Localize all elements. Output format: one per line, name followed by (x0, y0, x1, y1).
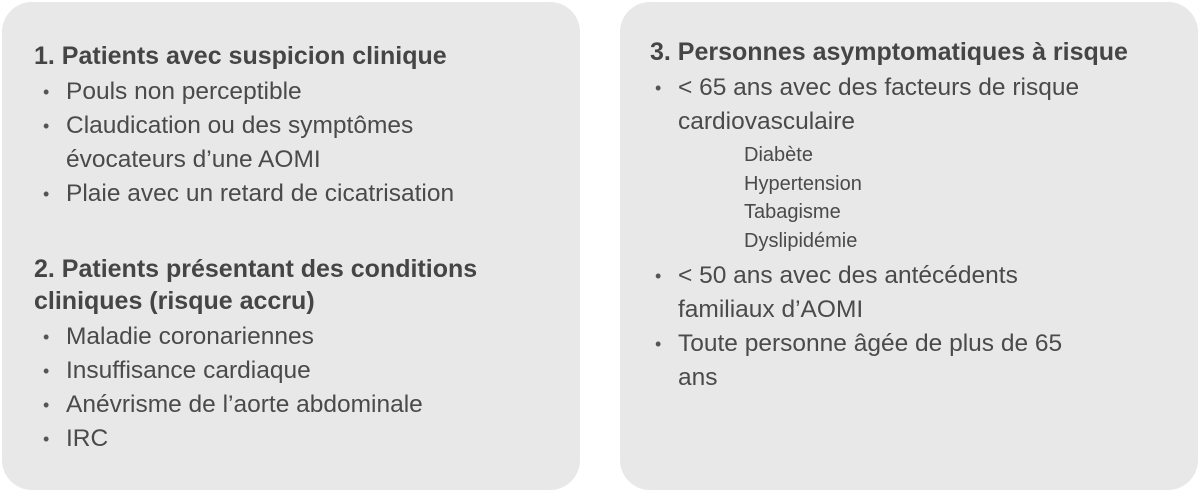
list-item (650, 259, 1098, 327)
list-item (38, 388, 558, 422)
sub-list-item: Diabète (744, 144, 813, 166)
bullet-icon: • (43, 184, 50, 204)
bullet-icon: • (655, 266, 662, 286)
list-item-text: < 65 ans avec des facteurs de risque cardiovasculaire (678, 74, 1080, 135)
list-item (38, 320, 558, 354)
list-item (38, 109, 506, 177)
list-item-text: IRC (66, 425, 109, 452)
list-item-text: Maladie coronariennes (66, 323, 314, 350)
list-item (650, 327, 1068, 395)
section-2-list (38, 320, 558, 456)
risk-factor-sublist (678, 141, 1160, 255)
list-item (38, 177, 558, 211)
bullet-icon: • (43, 116, 50, 136)
list-item-text: Claudication ou des symptômes évocateurs d’une AOMI (66, 112, 414, 173)
bullet-icon: • (43, 395, 50, 415)
right-card (620, 2, 1198, 490)
bullet-icon: • (43, 429, 50, 449)
bullet-icon: • (43, 327, 50, 347)
section-2-heading: 2. Patients présentant des conditions cliniques (risque accru) (34, 255, 478, 315)
section-1-list (38, 75, 558, 211)
list-item (38, 354, 558, 388)
list-item (650, 71, 1160, 255)
list-item-text: Toute personne âgée de plus de 65 ans (678, 330, 1063, 391)
list-item-text: < 50 ans avec des antécédents familiaux d’AOMI (678, 262, 1018, 323)
list-item (38, 75, 558, 109)
bullet-icon: • (655, 334, 662, 354)
list-item-text: Insuffisance cardiaque (66, 357, 311, 384)
left-card (2, 2, 580, 490)
sub-list-item: Tabagisme (744, 201, 841, 223)
sub-list-item: Dyslipidémie (744, 229, 858, 252)
bullet-icon: • (655, 78, 662, 98)
list-item-text: Pouls non perceptible (66, 78, 302, 105)
section-3-heading: 3. Personnes asymptomatiques à risque (650, 38, 1128, 66)
bullet-icon: • (43, 361, 50, 381)
sub-list-item: Hypertension (744, 172, 862, 195)
list-item-text: Plaie avec un retard de cicatrisation (66, 180, 455, 207)
section-1-heading: 1. Patients avec suspicion clinique (34, 42, 447, 70)
list-item (38, 422, 558, 456)
section-3-list (650, 71, 1160, 395)
bullet-icon: • (43, 82, 50, 102)
list-item-text: Anévrisme de l’aorte abdominale (66, 391, 423, 418)
